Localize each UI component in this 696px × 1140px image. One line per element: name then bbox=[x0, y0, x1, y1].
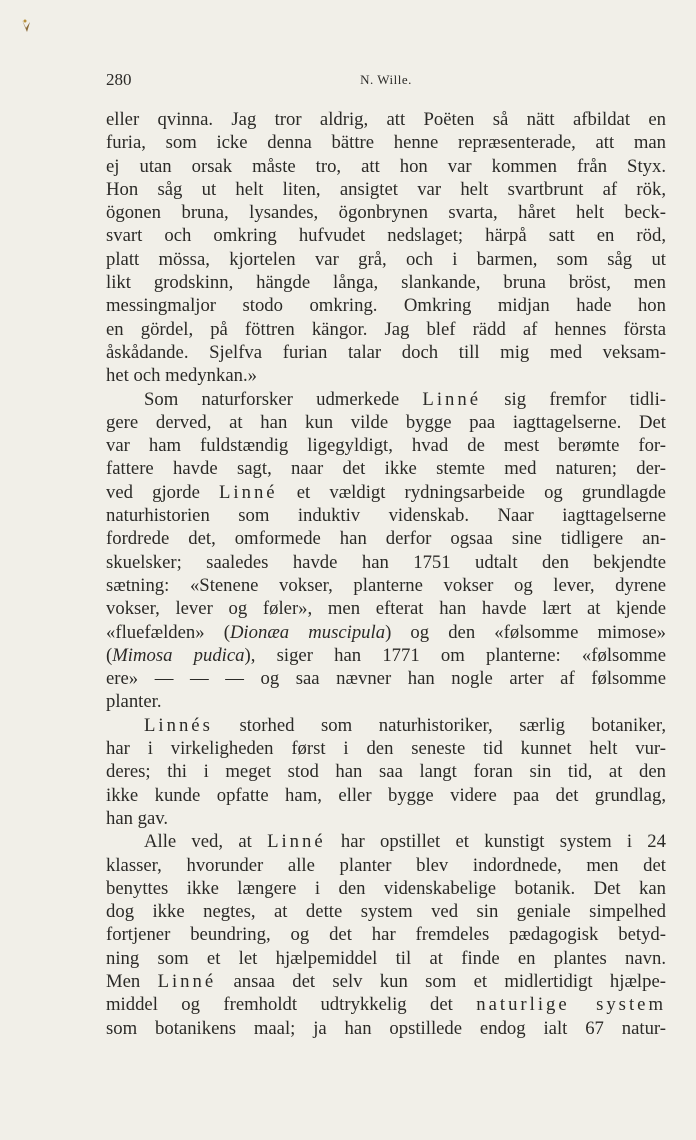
text-segment: het och medynkan.» bbox=[106, 365, 258, 387]
text-line bbox=[106, 504, 666, 527]
text-line bbox=[106, 644, 666, 667]
text-line bbox=[106, 481, 666, 504]
text-line bbox=[106, 970, 666, 993]
text-line bbox=[106, 667, 666, 690]
text-segment: fortjener beundring, og det har fremdeles pædagogisk betyd- bbox=[106, 924, 666, 946]
page-header bbox=[106, 70, 666, 92]
text-line bbox=[106, 621, 666, 644]
text-segment: klasser, hvorunder alle planter blev indordnede, men det bbox=[106, 854, 666, 876]
text-segment: Hon såg ut helt liten, ansigtet var helt svartbrunt af rök, bbox=[106, 178, 666, 200]
text-segment: likt grodskinn, hängde långa, slankande, bruna bröst, men bbox=[106, 272, 666, 294]
text-segment: en gördel, på föttren kängor. Jag blef rädd af hennes första bbox=[106, 318, 666, 340]
text-line bbox=[106, 248, 666, 271]
text-segment: ( bbox=[106, 644, 113, 666]
text-line bbox=[106, 294, 666, 317]
text-segment: svart och omkring hufvudet nedslaget; härpå satt en röd, bbox=[106, 225, 666, 247]
spaced-name: naturlige system bbox=[476, 994, 666, 1016]
text-segment: deres; thi i meget stod han saa langt foran sin tid, at den bbox=[106, 761, 666, 783]
italic-term: Mimosa pudica bbox=[112, 644, 245, 666]
text-line bbox=[106, 993, 666, 1016]
text-segment: som botanikens maal; ja han opstillede endog ialt 67 natur- bbox=[106, 1017, 666, 1039]
text-line bbox=[106, 271, 666, 294]
text-segment: gere derved, at han kun vilde bygge paa iagttagelserne. Det bbox=[106, 411, 666, 433]
text-segment: et vældigt rydningsarbeide og grundlagde bbox=[277, 481, 666, 503]
text-segment: dog ikke negtes, at dette system ved sin geniale simpelhed bbox=[106, 901, 666, 923]
text-segment: fordrede det, omformede han derfor ogsaa sine tidligere an- bbox=[106, 528, 666, 550]
text-line bbox=[106, 364, 666, 387]
text-segment: ere» — — — og saa nævner han nogle arter af følsomme bbox=[106, 668, 666, 690]
text-segment: sætning: «Stenene vokser, planterne vokser og lever, dyrene bbox=[106, 574, 666, 596]
spaced-name: Linné bbox=[267, 831, 326, 853]
spaced-name: Linné bbox=[157, 970, 217, 992]
text-line bbox=[106, 784, 666, 807]
text-segment: ikke kunde opfatte ham, eller bygge videre paa det grundlag, bbox=[106, 784, 666, 806]
text-line bbox=[106, 1017, 666, 1040]
text-line bbox=[106, 923, 666, 946]
text-line bbox=[106, 737, 666, 760]
text-line bbox=[106, 108, 666, 131]
running-head: N. Wille. bbox=[360, 72, 412, 87]
text-line bbox=[106, 854, 666, 877]
text-line bbox=[106, 597, 666, 620]
text-line bbox=[106, 574, 666, 597]
spaced-name: Linnés bbox=[144, 714, 213, 736]
text-segment: ning som et let hjælpemiddel til at finde en plantes navn. bbox=[106, 947, 666, 969]
text-line bbox=[106, 947, 666, 970]
text-line bbox=[106, 201, 666, 224]
text-line bbox=[106, 434, 666, 457]
text-segment: ögonen bruna, lysandes, ögonbrynen svarta, håret helt beck- bbox=[106, 202, 666, 224]
text-segment: han gav. bbox=[106, 807, 169, 829]
text-segment: har opstillet et kunstigt system i 24 bbox=[325, 831, 666, 853]
text-segment: platt mössa, kjortelen var grå, och i barmen, som såg ut bbox=[106, 248, 666, 270]
text-segment: vokser, lever og føler», men efterat han havde lært at kjende bbox=[106, 598, 666, 620]
text-line bbox=[106, 155, 666, 178]
text-line bbox=[106, 457, 666, 480]
text-line bbox=[106, 131, 666, 154]
text-segment: ), siger han 1771 om planterne: «følsomme bbox=[244, 644, 666, 666]
text-line bbox=[106, 690, 666, 713]
text-segment: ) og den «følsomme mimose» bbox=[385, 621, 666, 643]
text-segment: storhed som naturhistoriker, særlig botaniker, bbox=[212, 714, 666, 736]
text-segment: har i virkeligheden først i den seneste tid kunnet helt vur- bbox=[106, 738, 666, 760]
text-segment: middel og fremholdt udtrykkelig det bbox=[106, 994, 477, 1016]
text-line bbox=[106, 318, 666, 341]
text-line bbox=[106, 900, 666, 923]
text-segment: «fluefælden» ( bbox=[106, 621, 230, 643]
page-number: 280 bbox=[106, 70, 132, 89]
italic-term: Dionæa muscipula bbox=[229, 621, 386, 643]
text-segment: åskådande. Sjelfva furian talar doch till mig med veksam- bbox=[106, 341, 666, 363]
text-line bbox=[106, 877, 666, 900]
text-segment: eller qvinna. Jag tror aldrig, att Poëten så nätt afbildat en bbox=[106, 109, 666, 130]
text-line bbox=[106, 411, 666, 434]
body-text bbox=[106, 108, 666, 1040]
text-line bbox=[106, 388, 666, 411]
text-segment: fattere havde sagt, naar det ikke stemte med naturen; der- bbox=[106, 458, 666, 480]
text-segment: ej utan orsak måste tro, att hon var kommen från Styx. bbox=[106, 155, 666, 177]
spaced-name: Linné bbox=[219, 481, 278, 503]
text-segment: Som naturforsker udmerkede bbox=[144, 388, 423, 410]
text-line bbox=[106, 714, 666, 737]
text-line bbox=[106, 224, 666, 247]
text-segment: Alle ved, at bbox=[144, 831, 268, 853]
text-segment: sig fremfor tidli- bbox=[481, 388, 666, 410]
text-line bbox=[106, 551, 666, 574]
text-segment: ansaa det selv kun som et midlertidigt hjælpe- bbox=[216, 970, 666, 992]
text-segment: ved gjorde bbox=[106, 481, 219, 503]
text-line bbox=[106, 760, 666, 783]
text-line bbox=[106, 178, 666, 201]
text-segment: Men bbox=[106, 970, 158, 992]
ink-mark-icon bbox=[20, 18, 32, 34]
text-segment: furia, som icke denna bättre henne repræsenterade, att man bbox=[106, 132, 666, 154]
text-line bbox=[106, 527, 666, 550]
text-segment: skuelsker; saaledes havde han 1751 udtalt den bekjendte bbox=[106, 551, 666, 573]
text-line bbox=[106, 341, 666, 364]
text-segment: messingmaljor stodo omkring. Omkring midjan hade hon bbox=[106, 295, 666, 317]
text-segment: planter. bbox=[106, 691, 162, 713]
text-segment: var ham fuldstændig ligegyldigt, hvad de mest berømte for- bbox=[106, 435, 666, 457]
spaced-name: Linné bbox=[422, 388, 481, 410]
text-segment: benyttes ikke længere i den videnskabelige botanik. Det kan bbox=[106, 877, 666, 899]
text-line bbox=[106, 807, 666, 830]
text-segment: naturhistorien som induktiv videnskab. Naar iagttagelserne bbox=[106, 505, 666, 527]
text-line bbox=[106, 830, 666, 853]
